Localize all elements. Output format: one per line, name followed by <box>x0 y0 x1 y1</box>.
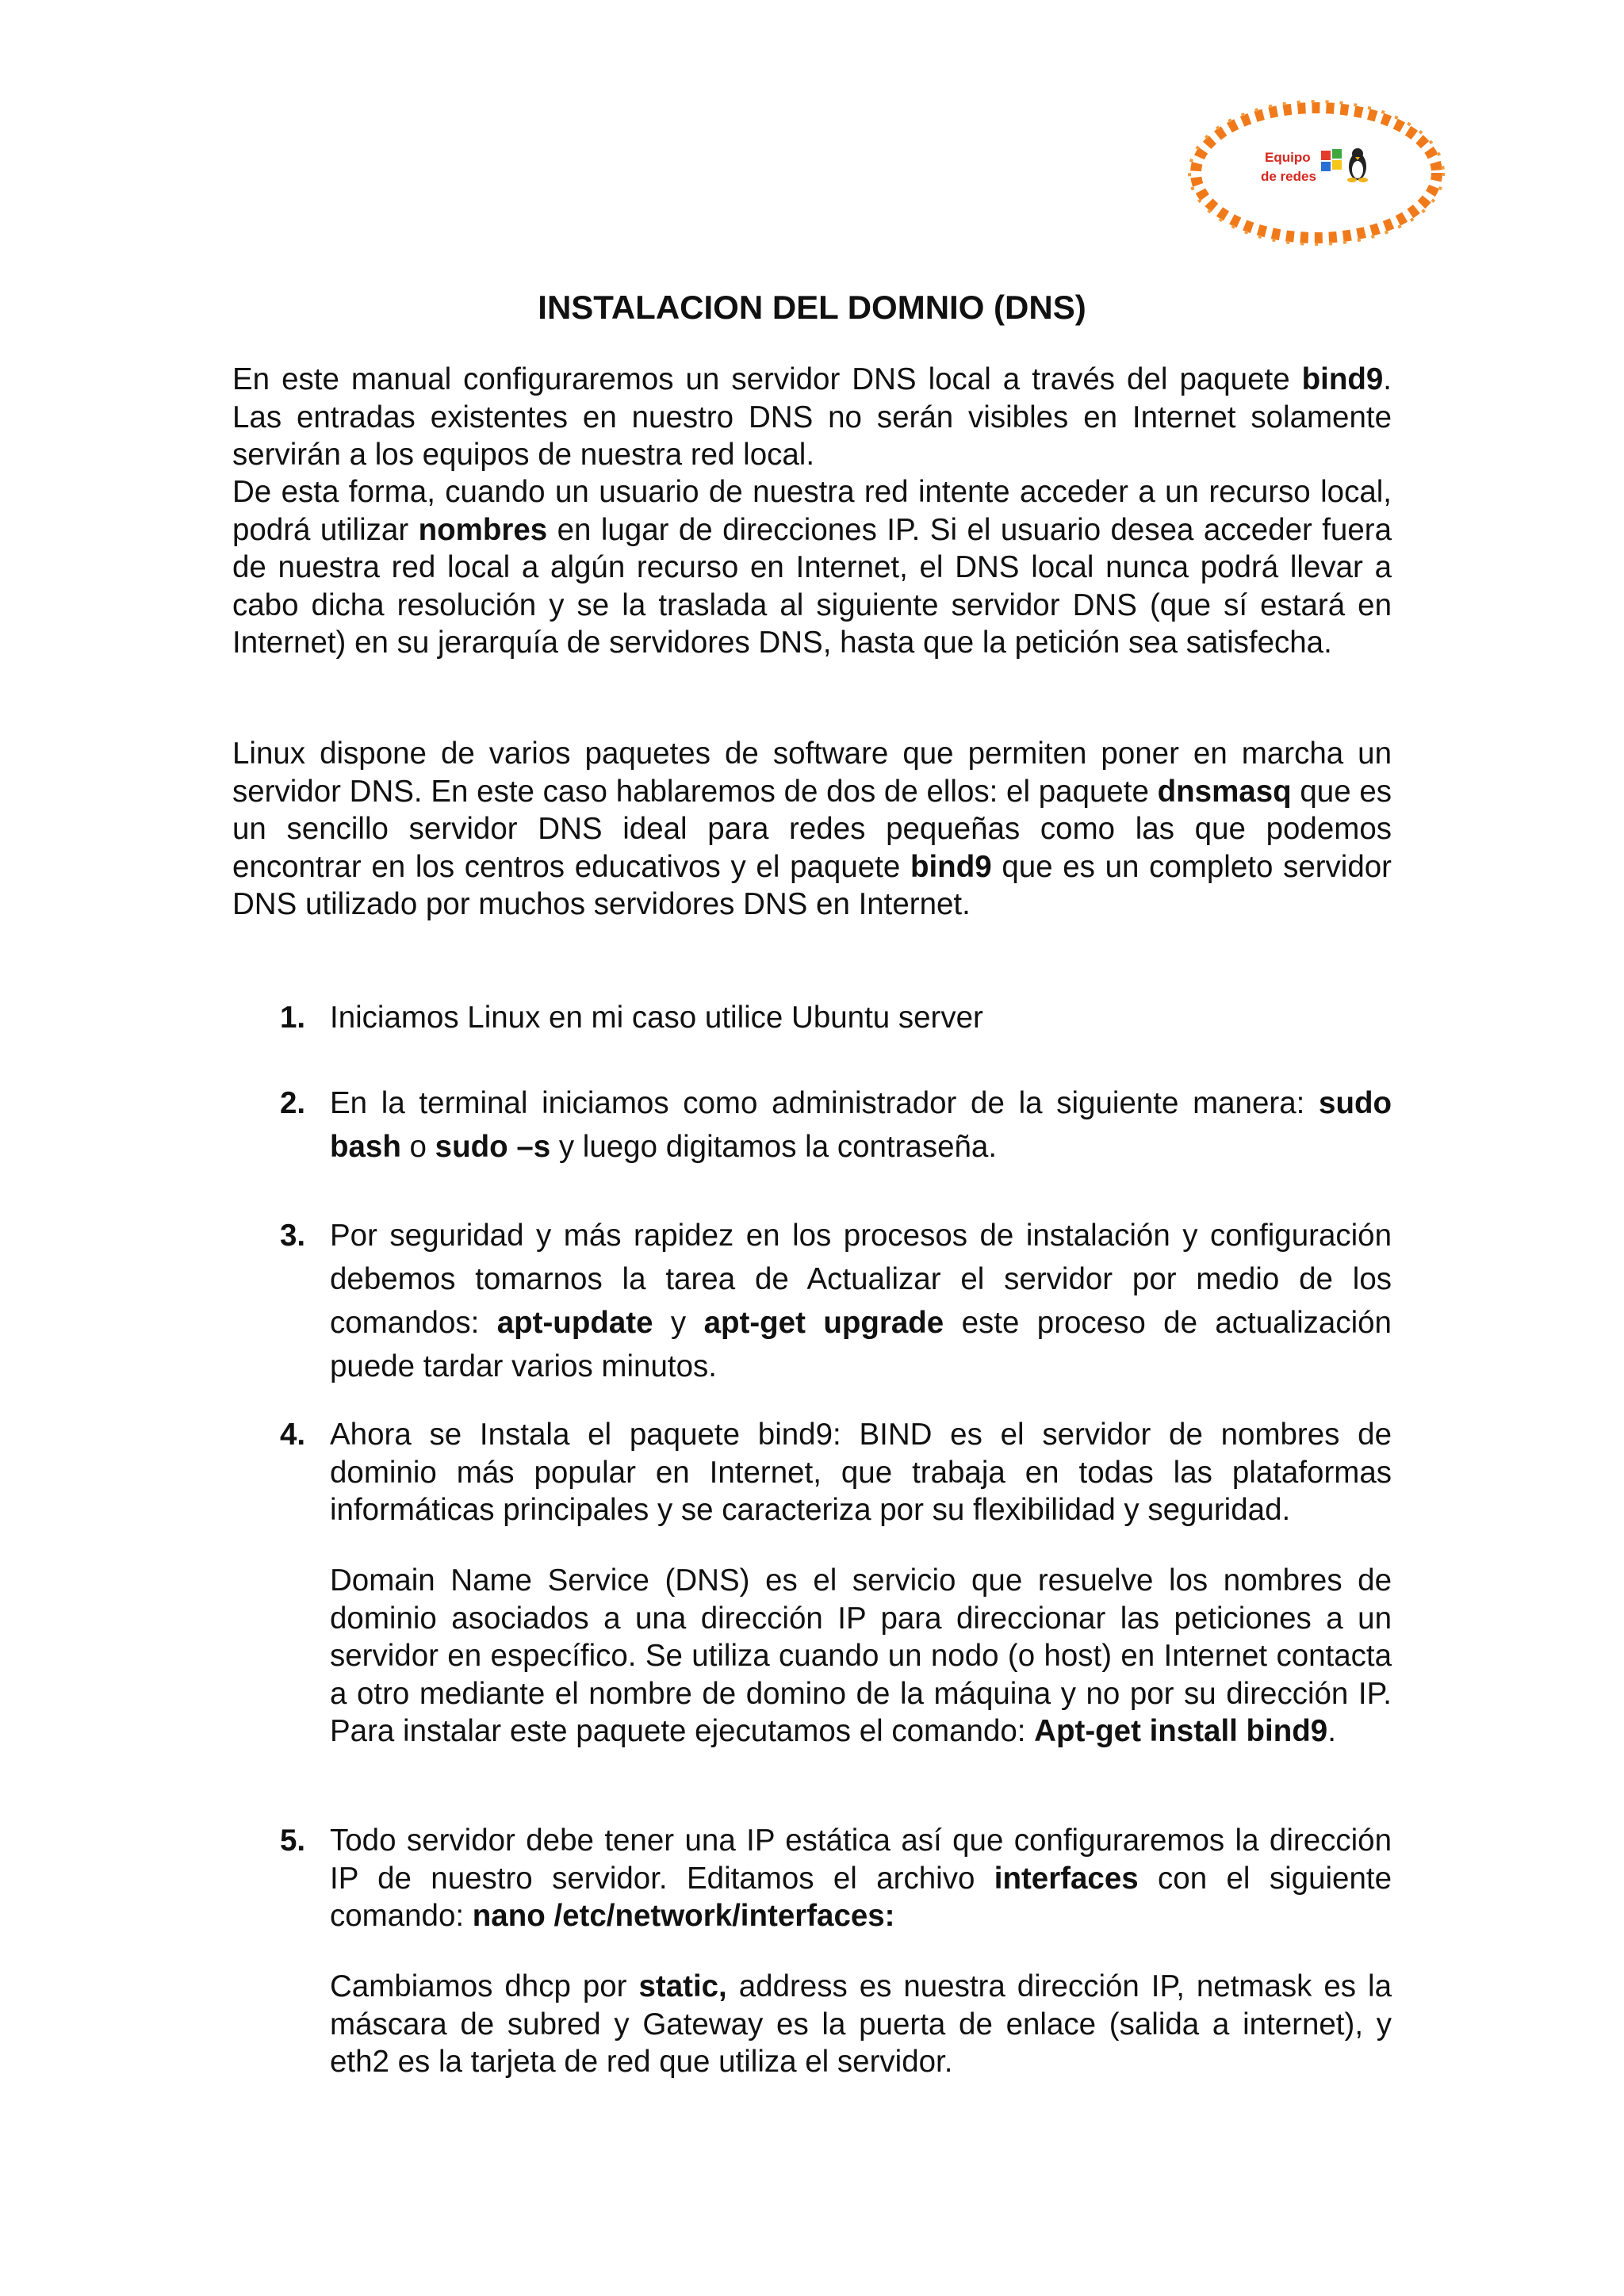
intro-p3-text-3: que es un completo servidor DNS utilizado por muchos servidores DNS en Internet. <box>232 849 1392 921</box>
page-title: INSTALACION DEL DOMNIO (DNS) <box>538 289 1086 326</box>
intro-p3-text-1: Linux dispone de varios paquetes de software que permiten poner en marcha un servidor DNS. En este caso hablaremos de dos de ellos: el paquete <box>232 737 1392 809</box>
intro-paragraph-1 <box>232 361 1392 474</box>
step-4-sub-bold-1: Apt-get install bind9 <box>1034 1714 1328 1748</box>
intro-p3-bold-2: bind9 <box>910 849 992 884</box>
intro-paragraph-2 <box>232 473 1392 662</box>
step-2-text-3: y luego digitamos la contraseña. <box>550 1130 998 1164</box>
step-3-text <box>330 1214 1392 1388</box>
step-1-text <box>330 999 1392 1037</box>
step-2-bold-2: sudo –s <box>435 1130 551 1164</box>
step-2-text-1: En la terminal iniciamos como administrador de la siguiente manera: <box>330 1086 1320 1120</box>
logo-text-line1: Equipo <box>1265 150 1311 165</box>
intro-p1-text-2: . Las entradas existentes en nuestro DNS no serán visibles en Internet solamente servirán a los equipos de nuestra red local. <box>232 362 1392 472</box>
step-1-text-1: Iniciamos Linux en mi caso utilice Ubuntu server <box>330 1001 983 1035</box>
step-5-sub-text-2: address es nuestra dirección IP, netmask es la máscara de subred y Gateway es la puerta de enlace (salida a internet), y eth2 es la tarjeta de red que utiliza el servidor. <box>330 1969 1392 2079</box>
intro-p2-text-2: en lugar de direcciones IP. Si el usuario desea acceder fuera de nuestra red local a algún recurso en Internet, el DNS local nunca podrá llevar a cabo dicha resolución y se la traslada al siguiente servidor DNS (que sí estará en Internet) en su jerarquía de servidores DNS, hasta que la petición sea satisfecha. <box>232 512 1392 660</box>
step-4-text <box>330 1416 1392 1529</box>
step-5-sub-text-1: Cambiamos dhcp por <box>330 1969 639 2003</box>
step-5-text <box>330 1822 1392 1935</box>
step-3-text-2: y <box>653 1306 704 1340</box>
logo-text-line2: de redes <box>1261 169 1316 184</box>
intro-p3-bold-1: dnsmasq <box>1157 774 1292 809</box>
step-3-number: 3. <box>280 1219 306 1253</box>
step-2-number: 2. <box>280 1086 306 1120</box>
intro-paragraph-3 <box>232 735 1392 924</box>
step-4-subparagraph <box>330 1562 1392 1751</box>
step-3-bold-1: apt-update <box>496 1306 653 1340</box>
step-2-text <box>330 1081 1392 1169</box>
step-4-sub-text-1: Domain Name Service (DNS) es el servicio que resuelve los nombres de dominio asociados a una dirección IP para direccionar las peticiones a un servidor en específico. Se utiliza cuando un nodo (o host) en Internet contacta a otro mediante el nombre de domino de la máquina y no por su dirección IP. Para instalar este paquete ejecutamos el comando: <box>330 1563 1392 1748</box>
step-5-text-2: con el siguiente comando: <box>330 1861 1392 1933</box>
intro-p3-text-2: que es un sencillo servidor DNS ideal para redes pequeñas como las que podemos encontrar en los centros educativos y el paquete <box>232 774 1392 884</box>
step-4-text-1: Ahora se Instala el paquete bind9: BIND es el servidor de nombres de dominio más popular en Internet, que trabaja en todas las plataformas informáticas principales y se caracteriza por su flexibilidad y seguridad. <box>330 1418 1392 1527</box>
step-3-text-3: este proceso de actualización puede tardar varios minutos. <box>330 1306 1392 1383</box>
step-3-text-1: Por seguridad y más rapidez en los procesos de instalación y configuración debemos tomarnos la tarea de Actualizar el servidor por medio de los comandos: <box>330 1219 1392 1340</box>
step-1-number: 1. <box>280 1001 306 1035</box>
intro-p1-bold-1: bind9 <box>1301 362 1384 396</box>
step-3-bold-2: apt-get upgrade <box>703 1306 944 1340</box>
step-2-bold-1: sudo bash <box>330 1086 1392 1164</box>
intro-p2-text-1: De esta forma, cuando un usuario de nuestra red intente acceder a un recurso local, podrá utilizar <box>232 475 1392 547</box>
step-5-bold-1: interfaces <box>994 1861 1139 1896</box>
step-5-bold-2: nano /etc/network/interfaces: <box>472 1899 895 1933</box>
step-5-number: 5. <box>280 1823 306 1858</box>
step-4-sub-text-2: . <box>1327 1714 1336 1748</box>
step-4-number: 4. <box>280 1418 306 1452</box>
step-5-subparagraph <box>330 1968 1392 2081</box>
intro-p1-text-1: En este manual configuraremos un servidor DNS local a través del paquete <box>232 362 1302 396</box>
step-5-text-1: Todo servidor debe tener una IP estática así que configuraremos la dirección IP de nuestro servidor. Editamos el archivo <box>330 1823 1392 1896</box>
team-logo <box>1182 94 1451 252</box>
intro-p2-bold-1: nombres <box>418 512 548 547</box>
step-5-sub-bold-1: static, <box>638 1969 727 2003</box>
step-2-text-2: o <box>400 1130 435 1164</box>
